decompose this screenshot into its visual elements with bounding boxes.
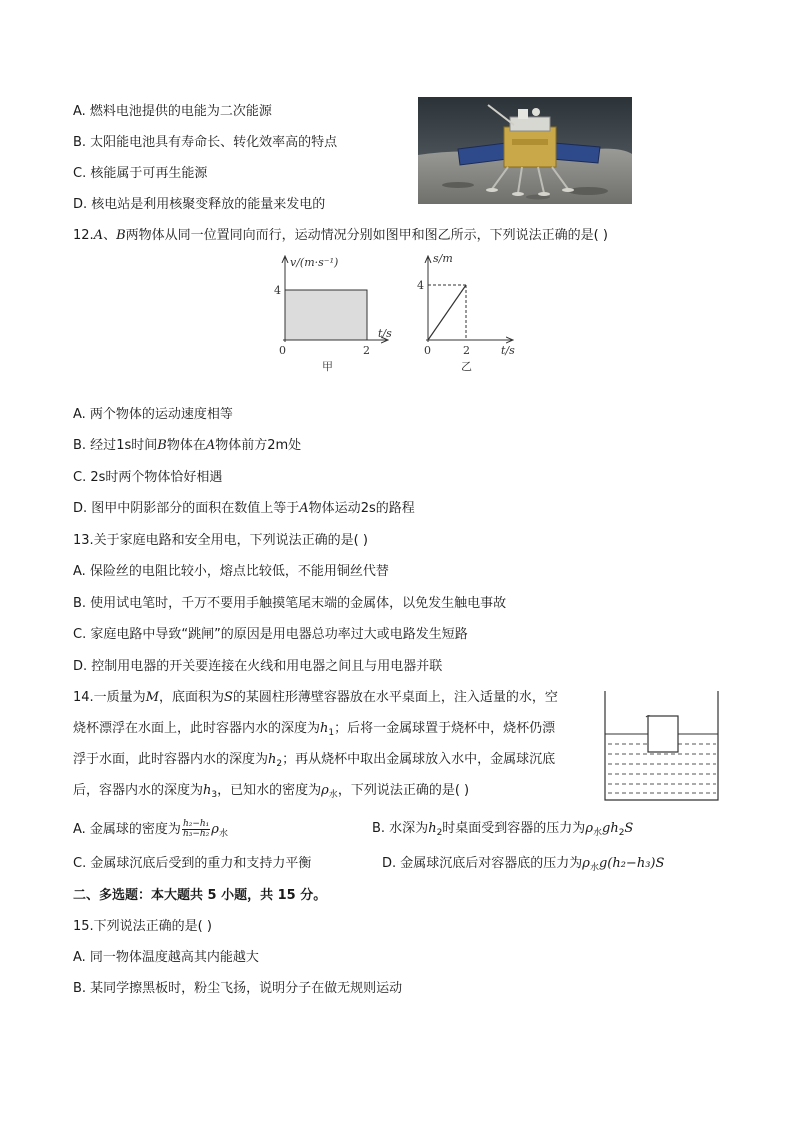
yi-x-tick: 2 [463,344,470,357]
q14-stem-line3: 浮于水面，此时容器内水的深度为$h_2$；再从烧杯中取出金属球放入水中，金属球沉底 [73,752,556,769]
q11-option-a: A. 燃料电池提供的电能为二次能源 [73,104,272,119]
q12-option-d: D. 图甲中阴影部分的面积在数值上等于A物体运动2s的路程 [73,501,415,516]
q14-stem-line1: 14.一质量为M，底面积为S的某圆柱形薄壁容器放在水平桌面上，注入适量的水，空 [73,690,558,705]
lunar-lander-photo [418,97,632,204]
q13-option-b: B. 使用试电笔时，千万不要用手触摸笔尾末端的金属体，以免发生触电事故 [73,596,507,611]
jia-caption: 甲 [322,360,333,373]
yi-x-axis-label: t/s [501,344,515,357]
jia-y-tick: 4 [274,284,281,297]
q12-option-c: C. 2s时两个物体恰好相遇 [73,470,223,485]
q14-option-d: D. 金属球沉底后对容器底的压力为$\rho_水g(h_2-h_3)S$ [382,856,665,873]
section-multiple-choice-heading: 二、多选题：本大题共 5 小题，共 15 分。 [73,888,327,903]
figure-jia-vt-graph [270,250,400,375]
q11-option-b: B. 太阳能电池具有寿命长、转化效率高的特点 [73,135,338,150]
q11-option-d: D. 核电站是利用核聚变释放的能量来发电的 [73,197,326,212]
q13-option-a: A. 保险丝的电阻比较小，熔点比较低，不能用铜丝代替 [73,564,389,579]
beaker [648,716,678,752]
yi-y-axis-label: s/m [433,252,453,265]
q14-option-a: A. 金属球的密度为 $\frac{\text{h₂−h₁}}{\text{h₃−h₂}}$ $\rho_水$ [73,819,228,839]
jia-origin: 0 [279,344,286,357]
q15-option-a: A. 同一物体温度越高其内能越大 [73,950,259,965]
figure-yi-st-graph [413,250,528,375]
q13-option-d: D. 控制用电器的开关要连接在火线和用电器之间且与用电器并联 [73,659,443,674]
q12-option-a: A. 两个物体的运动速度相等 [73,407,233,422]
q13-option-c: C. 家庭电路中导致“跳闸”的原因是用电器总功率过大或电路发生短路 [73,627,468,642]
q14-stem-line4: 后，容器内水的深度为$h_3$，已知水的密度为$\rho_水$，下列说法正确的是( ) [73,783,470,800]
q15-stem: 15.下列说法正确的是( ) [73,919,212,934]
jia-x-tick: 2 [363,344,370,357]
q14-option-b: B. 水深为$h_2$时桌面受到容器的压力为$\rho_水gh_2S$ [372,821,634,838]
q14-stem-line2: 烧杯漂浮在水面上，此时容器内水的深度为$h_1$；后将一金属球置于烧杯中，烧杯仍漂 [73,721,556,738]
q12-stem: 12.A、B两物体从同一位置同向而行，运动情况分别如图甲和图乙所示，下列说法正确的是( ) [73,228,608,243]
q15-option-b: B. 某同学擦黑板时，粉尘飞扬，说明分子在做无规则运动 [73,981,403,996]
yi-y-tick: 4 [417,279,424,292]
jia-y-axis-label: v/(m·s⁻¹) [290,256,339,269]
yi-caption: 乙 [461,360,472,373]
jia-x-axis-label: t/s [378,327,392,340]
shaded-area [285,290,367,340]
container-beaker-diagram [602,688,722,803]
yi-origin: 0 [424,344,431,357]
q14-option-c: C. 金属球沉底后受到的重力和支持力平衡 [73,856,312,871]
q12-option-b: B. 经过1s时间B物体在A物体前方2m处 [73,438,302,453]
q11-option-c: C. 核能属于可再生能源 [73,166,208,181]
st-line [428,285,466,340]
q13-stem: 13.关于家庭电路和安全用电，下列说法正确的是( ) [73,533,368,548]
